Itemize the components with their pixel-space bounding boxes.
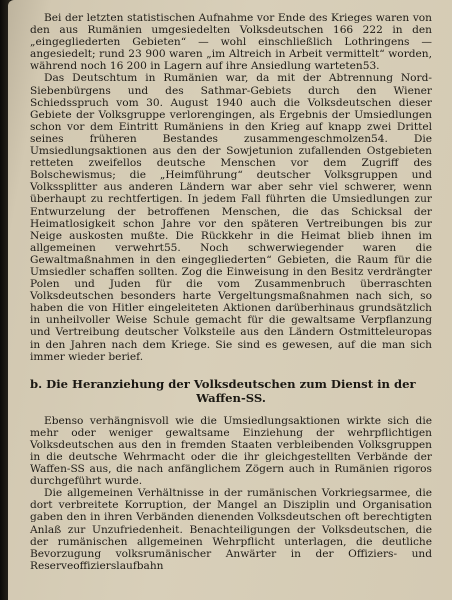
paragraph-statistics: Bei der letzten statistischen Aufnahme vor Ende des Krieges waren von den aus Rumänien umgesiedelten Volksdeutschen 166 222 in den „eingegliederten Gebieten“ — wohl einschließlich Lothringens — angesiedelt; rund 23 900 waren „im Altreich in Arbeit vermittelt“ worden, während noch 16 200 in Lagern auf ihre Ansiedlung warteten53.	[30, 12, 432, 73]
section-heading	[30, 377, 432, 405]
paragraph-allgemeine-verhaeltnisse: Die allgemeinen Verhältnisse in der rumänischen Vorkriegsarmee, die dort verbreitete Korruption, der Mangel an Disziplin und Organisation gaben den in ihren Verbänden dienenden Volksdeutschen oft berechtigten Anlaß zur Unzufriedenheit. Benachteiligungen der Volksdeutschen, die der rumänischen allgemeinen Wehrpflicht unterlagen, die deutliche Bevorzugung volksrumänischer Anwärter in der Offiziers- und Reserveoffizierslaufbahn	[30, 487, 432, 572]
paragraph-einziehung: Ebenso verhängnisvoll wie die Umsiedlungsaktionen wirkte sich die mehr oder weniger gewaltsame Einziehung der wehrpflichtigen Volksdeutschen aus den in fremden Staaten verbleibenden Volksgruppen in die deutsche Wehrmacht oder die ihr gleichgestellten Verbände der Waffen-SS aus, die nach anfänglichem Zögern auch in Rumänien rigoros durchgeführt wurde.	[30, 414, 432, 488]
book-page	[8, 0, 452, 600]
page-text-body	[30, 12, 432, 572]
section-heading-line-1: b. Die Heranziehung der Volksdeutschen zum Dienst in der	[30, 376, 416, 391]
section-heading-line-2: Waffen-SS.	[196, 390, 266, 405]
paragraph-deutschtum-rumaenien: Das Deutschtum in Rumänien war, da mit der Abtrennung Nord-Siebenbürgens und des Sathmar-Gebiets durch den Wiener Schiedsspruch vom 30. August 1940 auch die Volksdeutschen dieser Gebiete der Volksgruppe verlorengingen, als Ergebnis der Umsiedlungen schon vor dem Eintritt Rumäniens in den Krieg auf knapp zwei Drittel seines früheren Bestandes zusammengeschmolzen54. Die Umsiedlungsaktionen aus den der Sowjetunion zufallenden Ostgebieten retteten zweifellos deutsche Menschen vor dem Zugriff des Bolschewismus; die „Heimführung“ deutscher Volksgruppen und Volkssplitter aus anderen Ländern war aber sehr viel schwerer, wenn überhaupt zu rechtfertigen. In jedem Fall führten die Umsiedlungen zur Entwurzelung der betroffenen Menschen, die das Schicksal der Heimatlosigkeit schon Jahre vor den späteren Vertreibungen bis zur Neige auskosten mußte. Die Rückkehr in die Heimat blieb ihnen im allgemeinen verwehrt55. Noch schwerwiegender waren die Gewaltmaßnahmen in den eingegliederten“ Gebieten, die Raum für die Umsiedler schaffen sollten. Zog die Einweisung in den Besitz verdrängter Polen und Juden für die vom Zusammenbruch überraschten Volksdeutschen besonders harte Vergeltungsmaßnahmen nach sich, so haben die von Hitler eingeleiteten Aktionen darüberhinaus grundsätzlich in unheilvoller Weise Schule gemacht für die gewaltsame Verpflanzung und Vertreibung deutscher Volksteile aus den Ländern Ostmitteleuropas in den Jahren nach dem Kriege. Sie sind es gewesen, auf die man sich immer wieder berief.	[30, 72, 432, 363]
